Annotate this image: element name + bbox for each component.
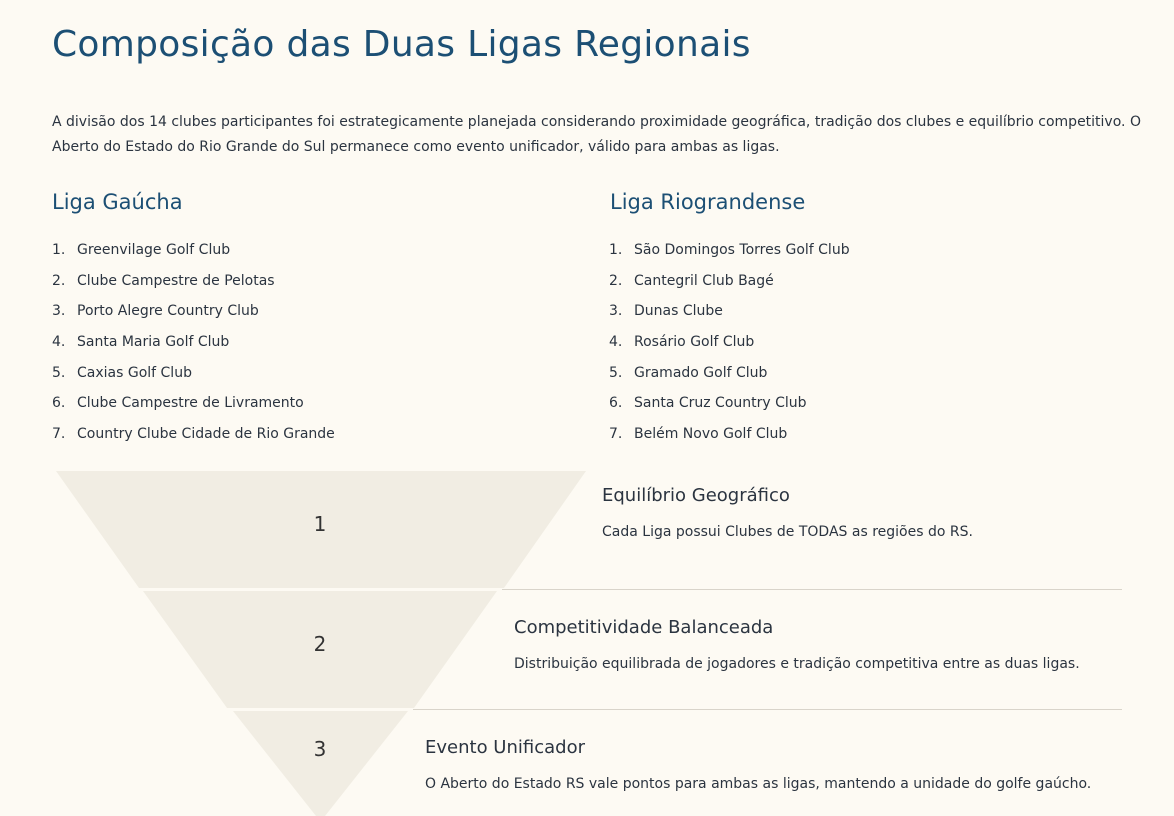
club-name: São Domingos Torres Golf Club	[634, 242, 850, 258]
club-name: Belém Novo Golf Club	[634, 426, 788, 443]
club-name: Caxias Golf Club	[77, 364, 192, 381]
item-number: 1.	[609, 242, 623, 258]
league-title-riograndense: Liga Riograndense	[610, 190, 806, 214]
item-number: 5.	[52, 364, 66, 381]
item-number: 4.	[609, 334, 623, 351]
pillar-divider	[502, 589, 1122, 590]
league-title-gaucha: Liga Gaúcha	[52, 190, 183, 214]
pillar-title-2: Competitividade Balanceada	[514, 617, 774, 638]
club-name: Porto Alegre Country Club	[77, 303, 259, 320]
club-name: Gramado Golf Club	[634, 364, 768, 381]
pillar-description-3: O Aberto do Estado RS vale pontos para ambas as ligas, mantendo a unidade do golfe gaúcho.	[425, 776, 1092, 792]
club-name: Santa Maria Golf Club	[77, 334, 230, 351]
page-title: Composição das Duas Ligas Regionais	[52, 24, 751, 65]
item-number: 6.	[609, 395, 623, 412]
club-name: Country Clube Cidade de Rio Grande	[77, 426, 335, 443]
pillar-divider	[413, 709, 1122, 710]
item-number: 3.	[52, 303, 66, 320]
item-number: 3.	[609, 303, 623, 320]
item-number: 7.	[609, 426, 623, 443]
funnel-number-2: 2	[313, 632, 327, 656]
club-name: Rosário Golf Club	[634, 334, 755, 351]
item-number: 2.	[52, 272, 66, 289]
club-name: Clube Campestre de Pelotas	[77, 272, 275, 289]
pillar-description-1: Cada Liga possui Clubes de TODAS as regiões do RS.	[602, 524, 973, 540]
club-name: Cantegril Club Bagé	[634, 272, 774, 289]
funnel-number-1: 1	[313, 512, 327, 536]
intro-paragraph: A divisão dos 14 clubes participantes foi estrategicamente planejada considerando proximidade geográfica, tradição dos clubes e equilíbrio competitivo. O Aberto do Estado do Rio Grande do Sul permanece como evento unificador, válido para ambas as ligas.	[52, 114, 1141, 155]
club-name: Clube Campestre de Livramento	[77, 395, 304, 412]
club-name: Dunas Clube	[634, 303, 723, 320]
item-number: 6.	[52, 395, 66, 412]
pillar-title-3: Evento Unificador	[425, 737, 585, 758]
pillar-title-1: Equilíbrio Geográfico	[602, 485, 790, 506]
item-number: 7.	[52, 426, 66, 443]
club-name: Greenvilage Golf Club	[77, 242, 231, 258]
item-number: 2.	[609, 272, 623, 289]
club-name: Santa Cruz Country Club	[634, 395, 807, 412]
funnel-segment-3	[233, 711, 408, 816]
pillar-description-2: Distribuição equilibrada de jogadores e tradição competitiva entre as duas ligas.	[514, 656, 1080, 672]
item-number: 4.	[52, 334, 66, 351]
item-number: 1.	[52, 242, 66, 258]
item-number: 5.	[609, 364, 623, 381]
funnel-number-3: 3	[313, 737, 327, 761]
